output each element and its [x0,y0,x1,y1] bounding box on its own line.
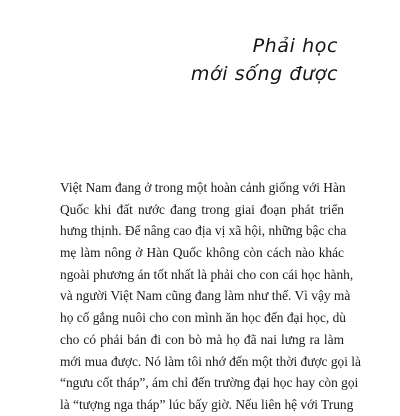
chapter-title-line-1: Phải học [252,35,338,57]
body-line: cho có phải bán đi con bò mà họ đã nai lưng ra làm [60,331,344,347]
body-line: Việt Nam đang ở trong một hoàn cảnh giống với Hàn [60,180,346,195]
body-line: Quốc khi đất nước đang trong giai đoạn phát triển [60,201,344,217]
body-line: là “tượng nga tháp” lúc bấy giờ. Nếu liên hệ với Trung [60,396,354,412]
chapter-title-line-2: mới sống được [190,63,338,85]
body-line: và người Việt Nam cũng đang làm như thế. Vì vậy mà [60,288,351,304]
body-line: mẹ làm nông ở Hàn Quốc không còn cách nào khác [60,245,344,261]
body-line: họ cố gắng nuôi cho con mình ăn học đến đại học, dù [60,310,346,326]
chapter-title [191,32,338,88]
body-text [60,177,361,416]
body-line: mới mua được. Nó làm tôi nhớ đến một thời được gọi là [60,353,361,369]
body-line: ngoài phương án tốt nhất là phải cho con cái học hành, [60,266,354,282]
body-line: hưng thịnh. Để nâng cao địa vị xã hội, những bậc cha [60,223,347,239]
body-line: “ngưu cốt tháp”, ám chỉ đến trường đại học hay còn gọi [60,375,359,391]
